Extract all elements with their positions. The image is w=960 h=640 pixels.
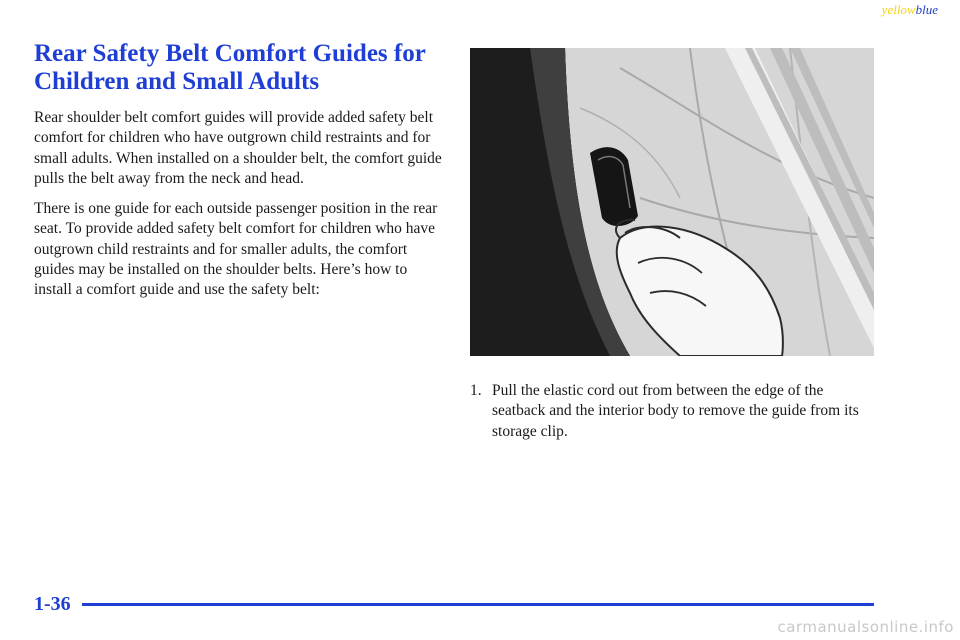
text-column <box>34 40 444 311</box>
color-tag-blue: blue <box>915 2 938 17</box>
print-color-tag <box>882 2 938 18</box>
hand-pulling-comfort-guide-illustration-icon <box>470 48 874 356</box>
body-paragraph-1: Rear shoulder belt comfort guides will provide added safety belt comfort for children who have outgrown child restraints and for small adults. When installed on a shoulder belt, the comfort guide pulls the belt away from the neck and head. <box>34 109 442 187</box>
page-number: 1-36 <box>34 593 71 615</box>
step-1 <box>470 381 870 442</box>
section-title: Rear Safety Belt Comfort Guides for Children and Small Adults <box>34 40 426 95</box>
body-paragraph-2: There is one guide for each outside passenger position in the rear seat. To provide added safety belt comfort for children who have outgrown child restraints and for smaller adults, the comfort guides may be installed on the shoulder belts. Here’s how to install a comfort guide and use the safety belt: <box>34 200 438 299</box>
footer-divider <box>82 603 874 606</box>
color-tag-yellow: yellow <box>881 2 916 17</box>
step-text: Pull the elastic cord out from between the edge of the seatback and the interior body to remove the guide from its storage clip. <box>492 382 859 440</box>
step-number: 1. <box>470 382 482 399</box>
comfort-guide-figure <box>470 48 874 356</box>
watermark: carmanualsonline.info <box>777 618 954 636</box>
